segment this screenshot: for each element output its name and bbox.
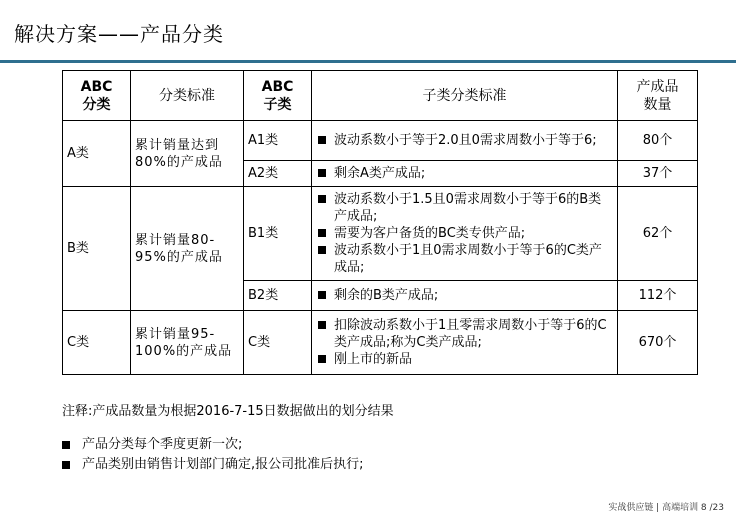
notes-list <box>62 435 364 475</box>
table-row <box>63 311 698 375</box>
header-count: 产成品 数量 <box>618 71 698 121</box>
criterion-cell: 累计销量达到80%的产成品 <box>131 121 244 187</box>
subclass-cell: B1类 <box>244 187 312 281</box>
page-title: 解决方案——产品分类 <box>14 22 224 46</box>
bullet-item: 波动系数小于1.5且0需求周数小于等于6的B类产成品; <box>316 191 613 225</box>
criterion-cell: 累计销量95-100%的产成品 <box>131 311 244 375</box>
abc-class-cell: C类 <box>63 311 131 375</box>
table-row <box>63 121 698 161</box>
count-cell: 112个 <box>618 281 698 311</box>
bullet-item: 波动系数小于1且0需求周数小于等于6的C类产成品; <box>316 242 613 276</box>
bullet-item: 剩余的B类产成品; <box>316 287 613 304</box>
table-header-row <box>63 71 698 121</box>
criterion-cell: 累计销量80-95%的产成品 <box>131 187 244 311</box>
note-text: 注释:产成品数量为根据2016-7-15日数据做出的划分结果 <box>62 404 394 419</box>
bullet-item: 需要为客户备货的BC类专供产品; <box>316 225 613 242</box>
sub-criterion-cell <box>312 187 618 281</box>
subclass-cell: C类 <box>244 311 312 375</box>
subclass-cell: A1类 <box>244 121 312 161</box>
header-sub-criterion: 子类分类标准 <box>312 71 618 121</box>
abc-class-cell: B类 <box>63 187 131 311</box>
header-criterion: 分类标准 <box>131 71 244 121</box>
sub-criterion-cell <box>312 121 618 161</box>
header-abc-class: ABC 分类 <box>63 71 131 121</box>
count-cell: 37个 <box>618 161 698 187</box>
sub-criterion-cell <box>312 161 618 187</box>
count-cell: 670个 <box>618 311 698 375</box>
subclass-cell: A2类 <box>244 161 312 187</box>
title-divider <box>0 60 736 63</box>
note-item: 产品类别由销售计划部门确定,报公司批准后执行; <box>62 455 364 475</box>
sub-criterion-cell <box>312 311 618 375</box>
footer-text: 实战供应链 | 高端培训 8 /23 <box>608 503 724 513</box>
count-cell: 80个 <box>618 121 698 161</box>
sub-criterion-cell <box>312 281 618 311</box>
header-abc-subclass: ABC 子类 <box>244 71 312 121</box>
table-row <box>63 187 698 281</box>
abc-class-cell: A类 <box>63 121 131 187</box>
subclass-cell: B2类 <box>244 281 312 311</box>
classification-table <box>62 70 698 375</box>
count-cell: 62个 <box>618 187 698 281</box>
bullet-item: 剩余A类产成品; <box>316 165 613 182</box>
bullet-item: 扣除波动系数小于1且零需求周数小于等于6的C类产成品;称为C类产成品; <box>316 317 613 351</box>
note-item: 产品分类每个季度更新一次; <box>62 435 364 455</box>
bullet-item: 刚上市的新品 <box>316 351 613 368</box>
bullet-item: 波动系数小于等于2.0且0需求周数小于等于6; <box>316 132 613 149</box>
